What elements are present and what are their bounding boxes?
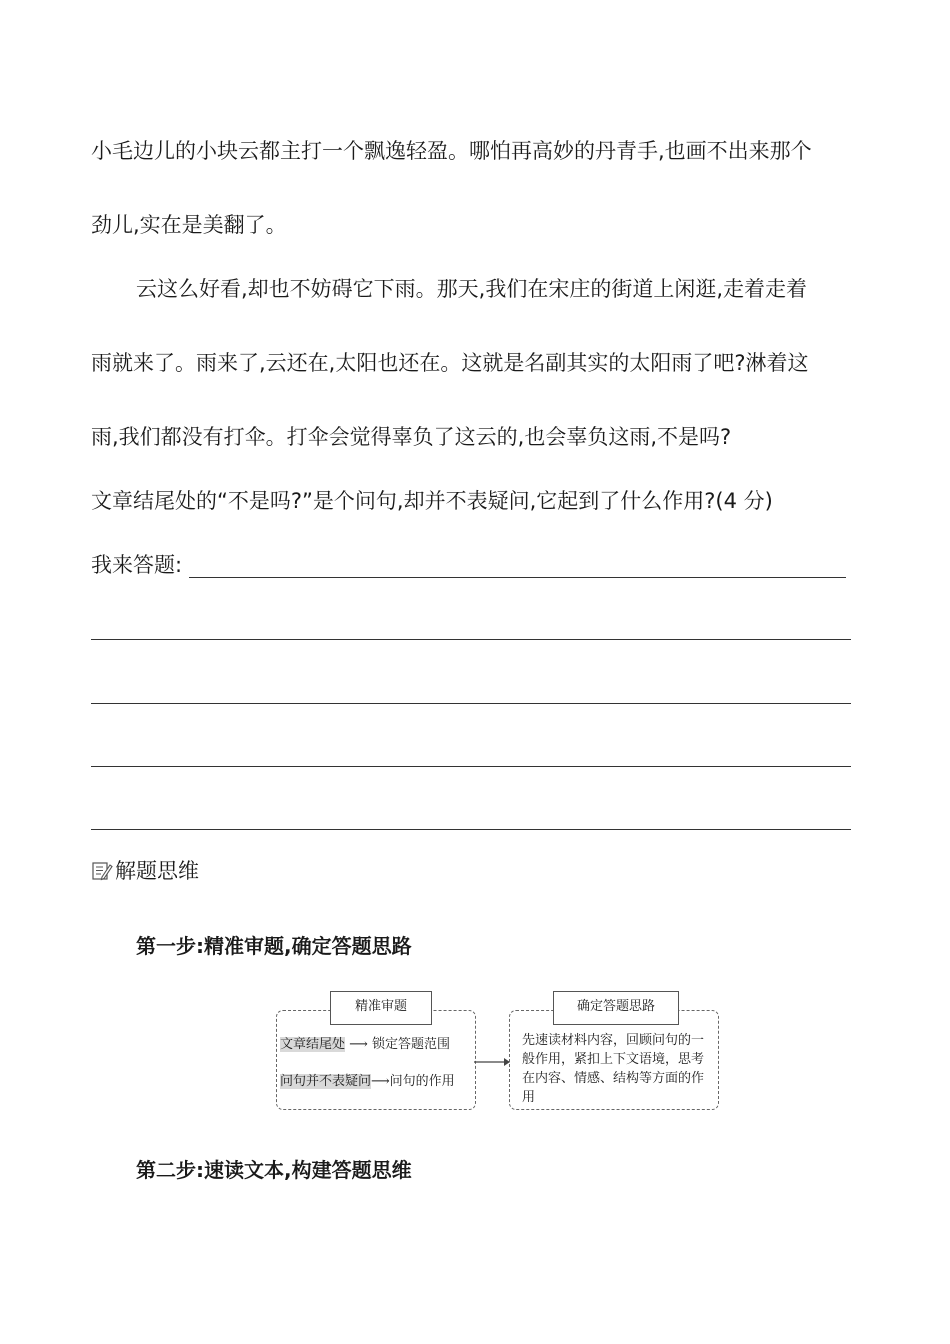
passage-line-3: 云这么好看,却也不妨碍它下雨。那天,我们在宋庄的街道上闲逛,走着走着 bbox=[136, 277, 808, 301]
step-2-heading: 第二步:速读文本,构建答题思维 bbox=[136, 1158, 412, 1182]
section-title-text: 解题思维 bbox=[115, 859, 199, 883]
flow-right-title: 确定答题思路 bbox=[553, 991, 679, 1025]
answer-line[interactable] bbox=[91, 703, 851, 704]
flow-row-2 bbox=[280, 1073, 455, 1091]
question-text: 文章结尾处的“不是吗?”是个问句,却并不表疑问,它起到了什么作用?(4 分) bbox=[91, 489, 773, 513]
section-title bbox=[91, 856, 199, 886]
answer-line[interactable] bbox=[91, 829, 851, 830]
connector-arrow-icon bbox=[474, 1056, 510, 1068]
passage-line-2: 劲儿,实在是美翻了。 bbox=[91, 213, 287, 237]
answer-line[interactable] bbox=[189, 577, 846, 578]
arrow-icon: ⟶ bbox=[349, 1037, 368, 1052]
flow-row-2-source: 问句并不表疑问 bbox=[280, 1074, 372, 1089]
answer-label: 我来答题: bbox=[91, 553, 183, 577]
flow-left-box bbox=[276, 1010, 476, 1110]
answer-line[interactable] bbox=[91, 766, 851, 767]
flow-right-text: 先速读材料内容，回顾问句的一般作用，紧扣上下文语境，思考在内容、情感、结构等方面的作用 bbox=[522, 1033, 705, 1105]
passage-line-5: 雨,我们都没有打伞。打伞会觉得辜负了这云的,也会辜负这雨,不是吗? bbox=[91, 425, 732, 449]
passage-line-1: 小毛边儿的小块云都主打一个飘逸轻盈。哪怕再高妙的丹青手,也画不出来那个 bbox=[91, 139, 812, 163]
arrow-icon: ⟶ bbox=[371, 1074, 390, 1089]
answer-line[interactable] bbox=[91, 639, 851, 640]
flow-left-title: 精准审题 bbox=[330, 991, 432, 1025]
flow-row-1-source: 文章结尾处 bbox=[280, 1037, 346, 1052]
note-pencil-icon bbox=[91, 860, 113, 882]
flow-row-2-target: 问句的作用 bbox=[389, 1074, 455, 1089]
step-1-heading: 第一步:精准审题,确定答题思路 bbox=[136, 934, 412, 958]
flow-row-1-target: 锁定答题范围 bbox=[371, 1037, 450, 1052]
passage-line-4: 雨就来了。雨来了,云还在,太阳也还在。这就是名副其实的太阳雨了吧?淋着这 bbox=[91, 351, 809, 375]
flow-row-1 bbox=[280, 1036, 450, 1054]
